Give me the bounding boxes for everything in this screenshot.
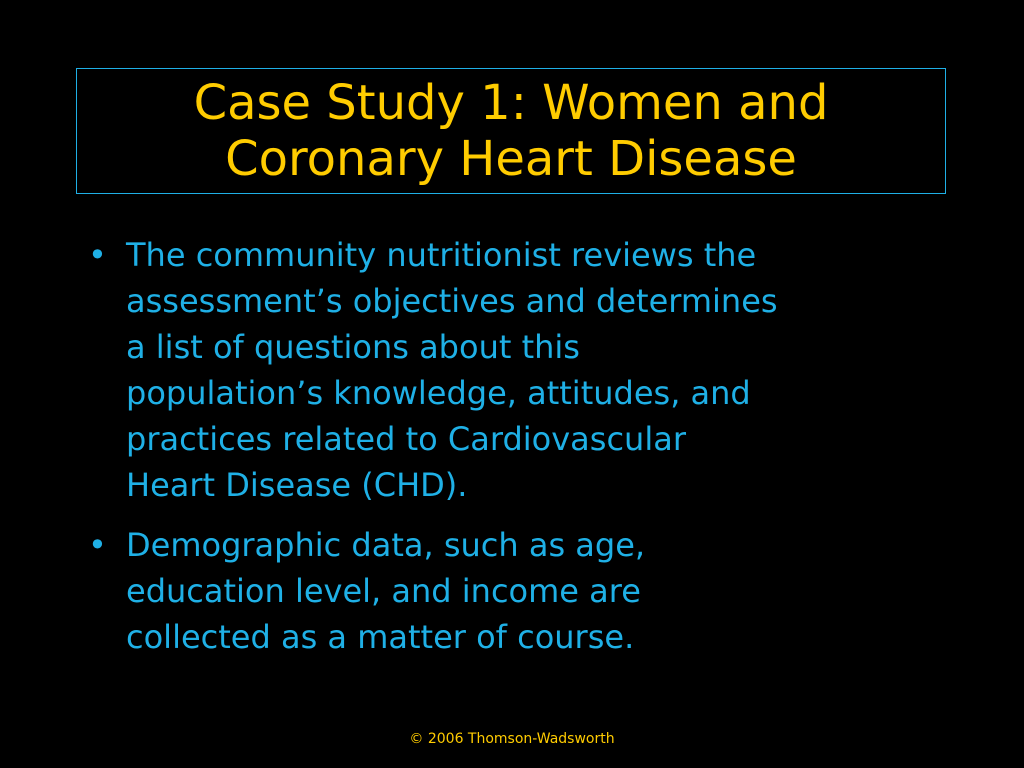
copyright-footer: © 2006 Thomson-Wadsworth (409, 731, 615, 747)
bullet-1-line-2: assessment’s objectives and determines (126, 282, 778, 320)
bullet-item-2 (88, 522, 968, 660)
bullet-2-line-2: education level, and income are (126, 572, 641, 610)
bullet-1-line-4: population’s knowledge, attitudes, and (126, 374, 751, 412)
bullet-1-line-5: practices related to Cardiovascular (126, 420, 686, 458)
bullet-1-line-3: a list of questions about this (126, 328, 580, 366)
bullet-2-line-1: Demographic data, such as age, (126, 526, 646, 564)
title-box (76, 68, 946, 194)
slide-title-line-2: Coronary Heart Disease (225, 131, 797, 187)
bullet-list (88, 232, 968, 674)
bullet-icon: • (88, 236, 107, 274)
slide-title-line-1: Case Study 1: Women and (193, 75, 829, 131)
bullet-1-line-1: The community nutritionist reviews the (126, 236, 757, 274)
bullet-1-line-6: Heart Disease (CHD). (126, 466, 468, 504)
bullet-icon: • (88, 526, 107, 564)
bullet-2-line-3: collected as a matter of course. (126, 618, 635, 656)
bullet-item-1 (88, 232, 968, 508)
